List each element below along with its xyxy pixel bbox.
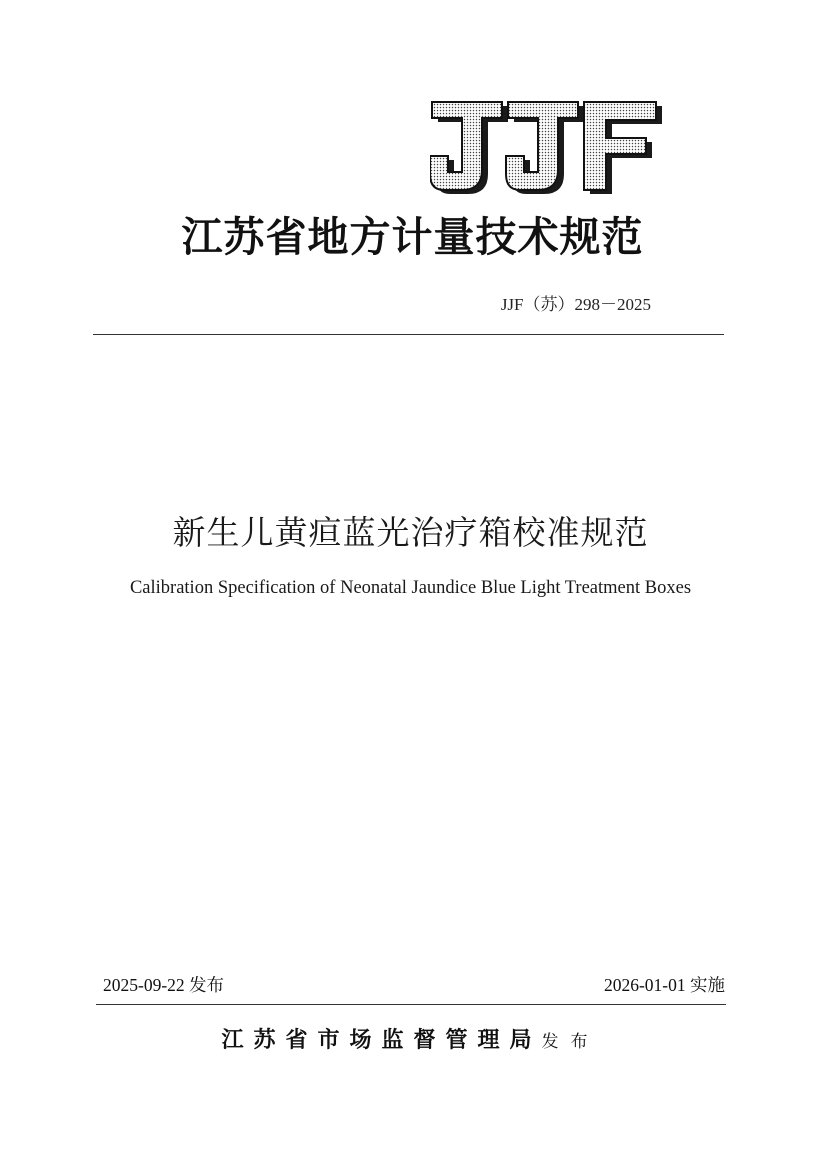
- publisher-organization: 江苏省市场监督管理局: [221, 1027, 542, 1053]
- effective-date: 2026-01-01 实施: [603, 975, 725, 995]
- publisher-suffix: 发布: [541, 1032, 600, 1052]
- series-title: 江苏省地方计量技术规范: [181, 213, 644, 261]
- header-divider: [93, 334, 724, 335]
- document-number: JJF（苏）298－2025: [500, 295, 651, 314]
- document-title-chinese: 新生儿黄疸蓝光治疗箱校准规范: [172, 513, 649, 552]
- issue-date: 2025-09-22 发布: [103, 975, 225, 995]
- document-title-english: Calibration Specification of Neonatal Jaundice Blue Light Treatment Boxes: [129, 578, 692, 598]
- jjf-logo-icon: [430, 100, 666, 198]
- publisher-line: [0, 1020, 821, 1062]
- footer-divider: [96, 1004, 726, 1005]
